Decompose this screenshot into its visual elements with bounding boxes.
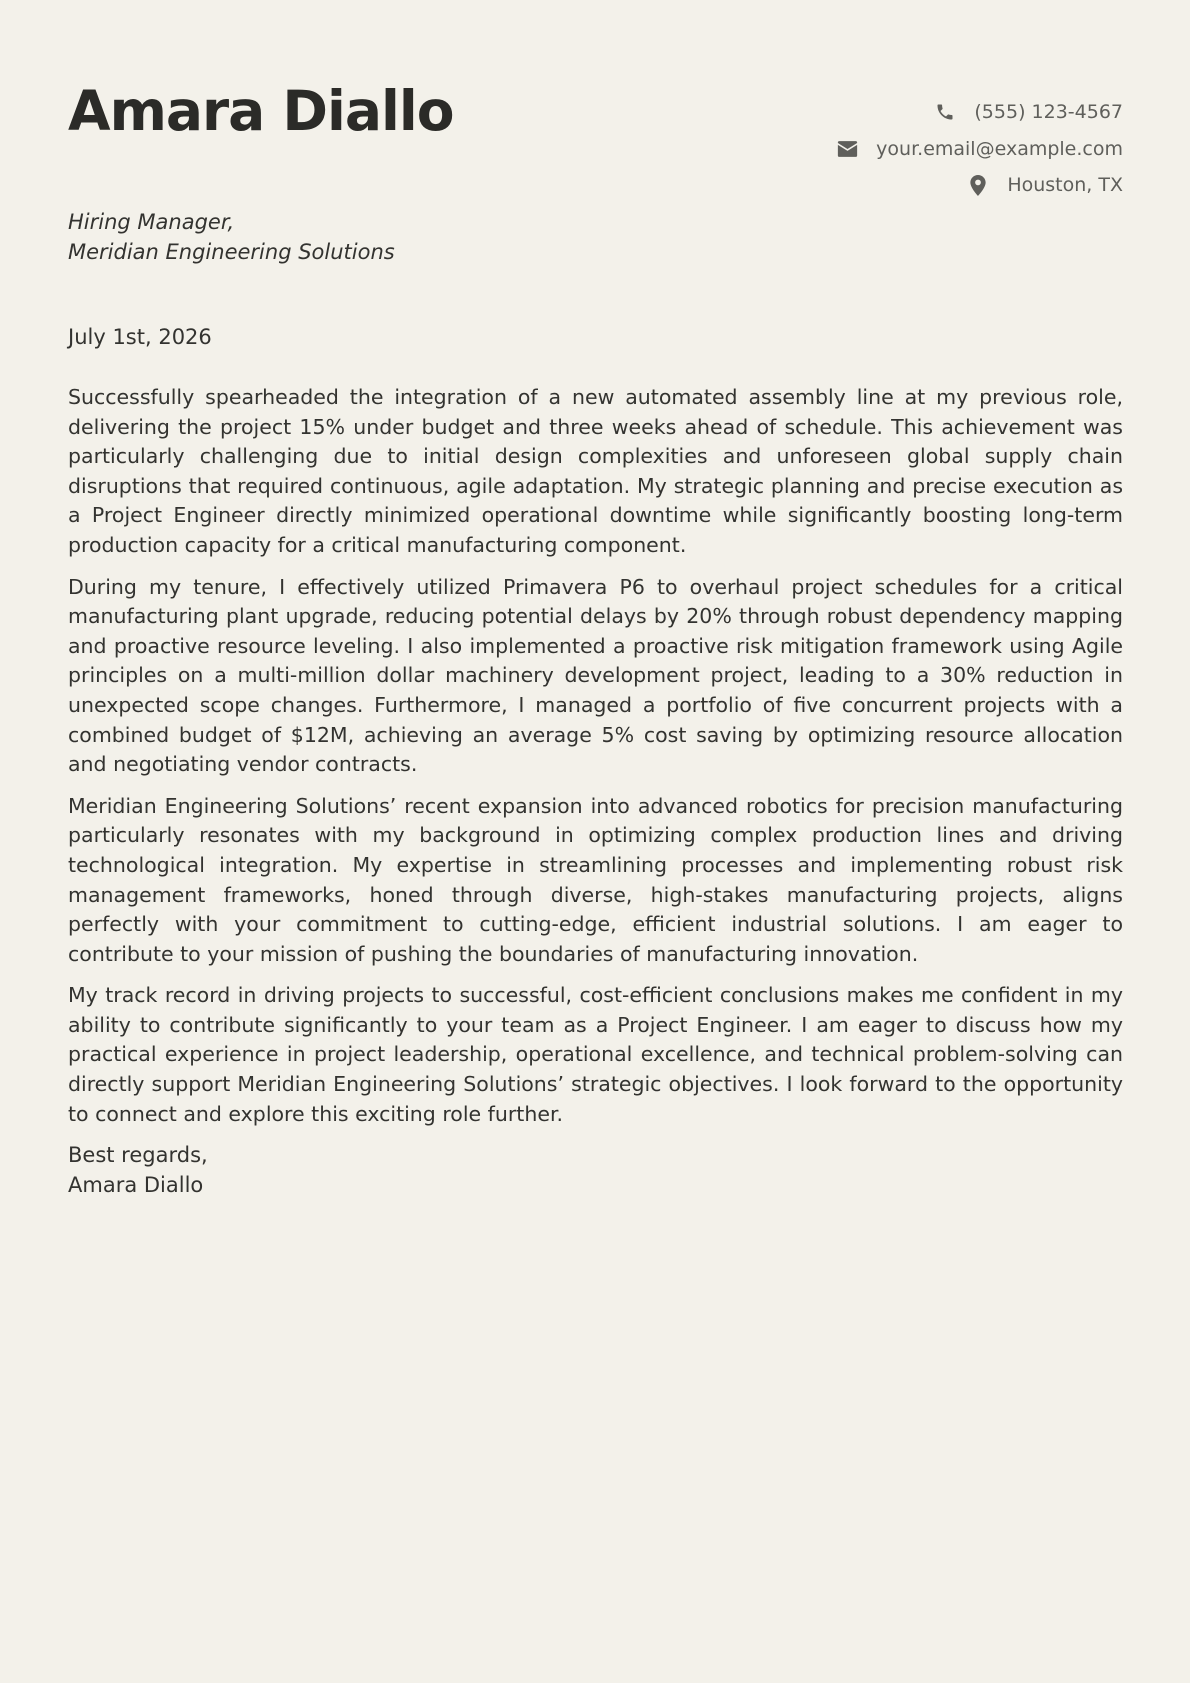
map-pin-icon bbox=[967, 174, 989, 196]
location-text: Houston, TX bbox=[1007, 174, 1123, 197]
cover-letter bbox=[68, 78, 1123, 1200]
body-paragraph: During my tenure, I effectively utilized Primavera P6 to overhaul project schedules for a critical manufacturing plant upgrade, reducing potential delays by 20% through robust dependency mapping and proactive resource leveling. I also implemented a proactive risk mitigation framework using Agile principles on a multi-million dollar machinery development project, leading to a 30% reduction in unexpected scope changes. Furthermore, I managed a portfolio of five concurrent projects with a combined budget of $12M, achieving an average 5% cost saving by optimizing resource allocation and negotiating vendor contracts. bbox=[68, 574, 1123, 777]
contact-location bbox=[836, 167, 1123, 204]
body-paragraph: Successfully spearheaded the integration of a new automated assembly line at my previous role, delivering the project 15% under budget and three weeks ahead of schedule. This achievement was particularly challenging due to initial design complexities and unforeseen global supply chain disruptions that required continuous, agile adaptation. My strategic planning and precise execution as a Project Engineer directly minimized operational downtime while significantly boosting long-term production capacity for a critical manufacturing component. bbox=[68, 385, 1123, 557]
recipient-company: Meridian Engineering Solutions bbox=[68, 239, 395, 264]
applicant-name: Amara Diallo bbox=[68, 79, 454, 143]
contact-email bbox=[836, 131, 1123, 168]
recipient-title: Hiring Manager, bbox=[68, 210, 235, 234]
letter-body bbox=[68, 383, 1123, 1129]
recipient-block bbox=[68, 208, 1123, 267]
body-paragraph: My track record in driving projects to successful, cost-efficient conclusions makes me confident in my ability to contribute significantly to your team as a Project Engineer. I am eager to discuss how my practical experience in project leadership, operational excellence, and technical problem-solving can directly support Meridian Engineering Solutions’ strategic objectives. I look forward to the opportunity to connect and explore this exciting role further. bbox=[68, 983, 1123, 1126]
body-paragraph: Meridian Engineering Solutions’ recent expansion into advanced robotics for precision manufacturing particularly resonates with my background in optimizing complex production lines and driving technological integration. My expertise in streamlining processes and implementing robust risk management frameworks, honed through diverse, high-stakes manufacturing projects, aligns perfectly with your commitment to cutting-edge, efficient industrial solutions. I am eager to contribute to your mission of pushing the boundaries of manufacturing innovation. bbox=[68, 793, 1123, 966]
contact-info bbox=[836, 94, 1123, 204]
phone-icon bbox=[934, 101, 956, 123]
contact-phone bbox=[836, 94, 1123, 131]
closing-salutation: Best regards, bbox=[68, 1143, 208, 1168]
envelope-icon bbox=[836, 138, 858, 160]
email-text: your.email@example.com bbox=[876, 137, 1123, 160]
letter-header bbox=[68, 78, 1123, 208]
phone-text: (555) 123-4567 bbox=[974, 101, 1123, 124]
closing-block bbox=[68, 1141, 1123, 1200]
closing-signature: Amara Diallo bbox=[68, 1172, 204, 1197]
letter-date: July 1st, 2026 bbox=[68, 325, 212, 349]
